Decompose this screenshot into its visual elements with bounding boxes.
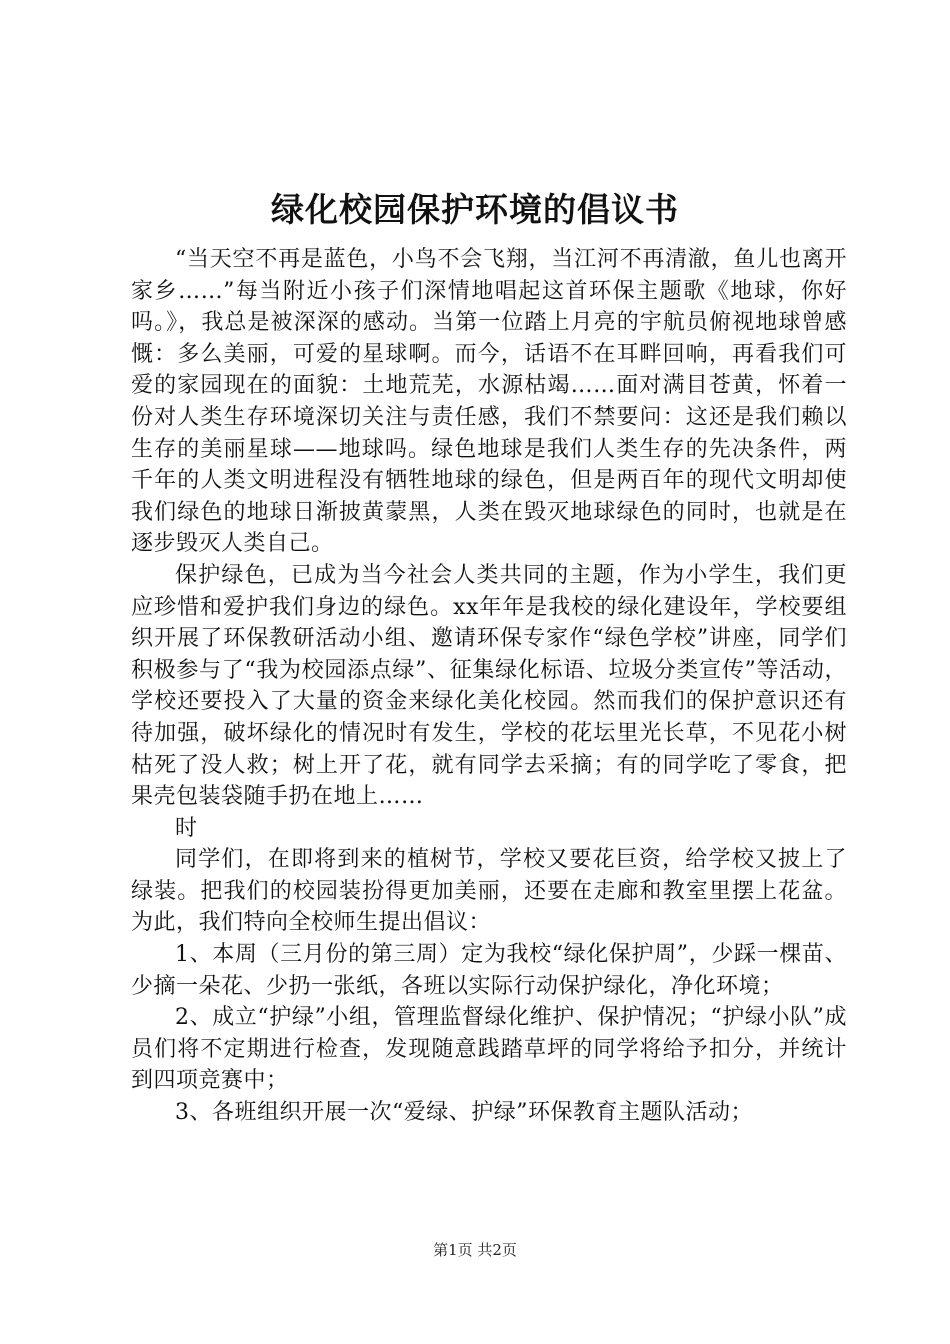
- paragraph-intro: “当天空不再是蓝色，小鸟不会飞翔，当江河不再清澈，鱼儿也离开家乡……”每当附近小孩子们深情地唱起这首环保主题歌《地球，你好吗。》，我总是被深深的感动。当第一位踏上月亮的宇航员俯视地球曾感慨：多么美丽，可爱的星球啊。而今，话语不在耳畔回响，再看我们可爱的家园现在的面貌：土地荒芜，水源枯竭……面对满目苍黄，怀着一份对人类生存环境深切关注与责任感，我们不禁要问：这还是我们赖以生存的美丽星球——地球吗。绿色地球是我们人类生存的先决条件，两千年的人类文明进程没有牺牲地球的绿色，但是两百年的现代文明却使我们绿色的地球日渐披黄蒙黑，人类在毁灭地球绿色的同时，也就是在逐步毁灭人类自己。: [131, 247, 847, 557]
- paragraph-fragment: 时: [175, 815, 198, 841]
- document-body: [131, 244, 847, 1129]
- page-number-footer: 第1页 共2页: [433, 1241, 517, 1259]
- document-title: 绿化校园保护环境的倡议书: [271, 190, 679, 229]
- paragraph-protect-green: 保护绿色，已成为当今社会人类共同的主题，作为小学生，我们更应珍惜和爱护我们身边的绿色。xx年年是我校的绿化建设年，学校要组织开展了环保教研活动小组、邀请环保专家作“绿色学校”讲座，同学们积极参与了“我为校园添点绿”、征集绿化标语、垃圾分类宣传”等活动，学校还要投入了大量的资金来绿化美化校园。然而我们的保护意识还有待加强，破坏绿化的情况时有发生，学校的花坛里光长草，不见花小树枯死了没人救；树上开了花，就有同学去采摘；有的同学吃了零食，把果壳包装袋随手扔在地上……: [131, 562, 847, 810]
- proposal-item-2: 2、成立“护绿”小组，管理监督绿化维护、保护情况；“护绿小队”成员们将不定期进行检查，发现随意践踏草坪的同学将给予扣分，并统计到四项竞赛中；: [131, 1005, 847, 1094]
- proposal-item-1: 1、本周（三月份的第三周）定为我校“绿化保护周”，少踩一棵苗、少摘一朵花、少扔一张纸，各班以实际行动保护绿化，净化环境；: [131, 942, 847, 999]
- paragraph-arbor-day: 同学们，在即将到来的植树节，学校又要花巨资，给学校又披上了绿装。把我们的校园装扮得更加美丽，还要在走廊和教室里摆上花盆。为此，我们特向全校师生提出倡议：: [131, 847, 847, 936]
- proposal-item-3: 3、各班组织开展一次“爱绿、护绿”环保教育主题队活动；: [175, 1100, 753, 1126]
